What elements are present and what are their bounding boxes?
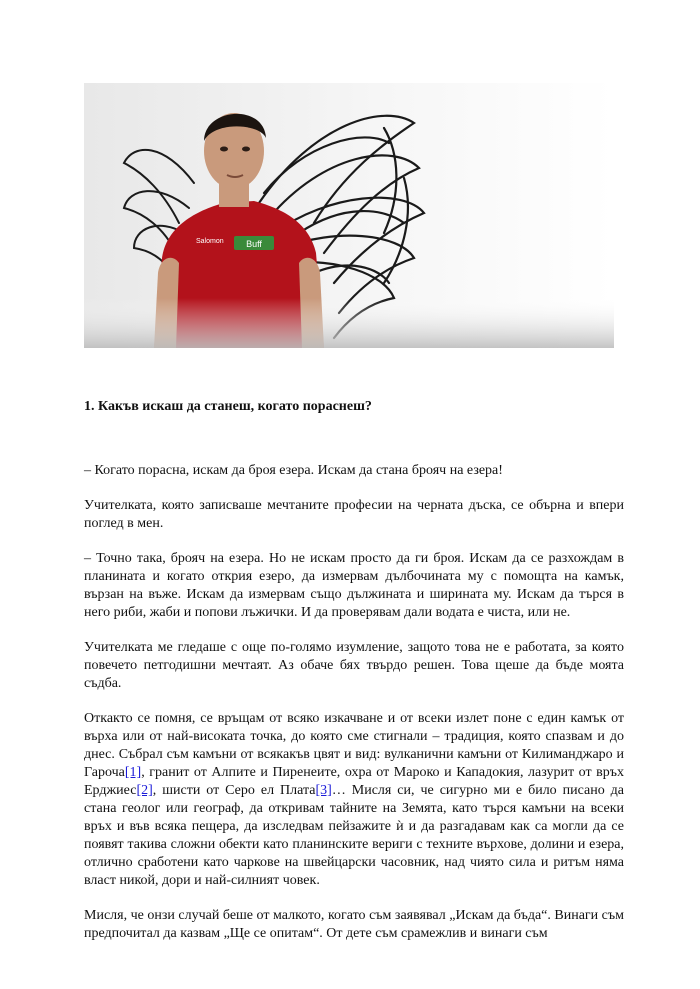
paragraph: [84, 907, 624, 943]
footnote-link[interactable]: [3]: [315, 783, 332, 798]
jersey-text-salomon: Salomon: [196, 238, 224, 245]
paragraph: [84, 639, 624, 693]
paragraph-text: – Когато порасна, искам да броя езера. Искам да стана брояч на езера!: [84, 463, 503, 478]
paragraph-text: – Точно така, брояч на езера. Но не искам просто да ги броя. Искам да се разхождам в планината и когато открия езеро, да измервам дълбочината му с помощта на камък, вързан на въже. Искам да измервам също дължината и ширината му. Искам да търся в него риби, жаби и попови лъжички. И да проверявам дали водата е чиста, или не.: [84, 551, 624, 620]
paragraph-text: Мисля, че онзи случай беше от малкото, когато съм заявявал „Искам да бъда“. Винаги съм предпочитал да казвам „Ще се опитам“. От дете съм срамежлив и винаги съм: [84, 908, 624, 941]
article-body: [84, 462, 624, 960]
question-heading: 1. Какъв искаш да станеш, когато пораснеш?: [84, 399, 372, 414]
paragraph-text: , гранит от Алпите и Пиренеите, охра от Мароко и Кападокия, лазурит от връх Ерджиес: [84, 765, 624, 798]
paragraph-text: … Мисля си, че сигурно ми е било писано да стана геолог или географ, да откривам тайните на Земята, като търся камъни на всеки връх и във всяка пещера, да изследвам пейзажите ѝ и да разгадавам как са могли да се появят такива сложни обекти като планинските вериги с техните върхове, долини и езера, отлично сработени като чаркове на швейцарски часовник, над чиято сила и ритъм няма власт никой, дори и най-силният човек.: [84, 783, 625, 888]
paragraph-text: Учителката ме гледаше с още по-голямо изумление, защото това не е работата, за която повечето петгодишни мечтаят. Аз обаче бях твърдо решен. Това щеше да бъде моята съдба.: [84, 640, 624, 691]
hero-photo: [84, 83, 614, 348]
paragraph-text: , шисти от Серо ел Плата: [152, 783, 316, 798]
paragraph: [84, 550, 624, 622]
paragraph-text: Откакто се помня, се връщам от всяко изкачване и от всеки излет поне с един камък от върха или от най-високата точка, до която сме стигнали – традиция, която спазвам и до днес. Събрал съм камъни от всякакъв цвят и вид: вулканични камъни от Килиманджаро и Гароча: [84, 711, 624, 780]
paragraph: [84, 710, 624, 890]
footnote-link[interactable]: [1]: [124, 765, 142, 780]
jersey-text-buff: Buff: [246, 239, 262, 249]
paragraph-text: Учителката, която записваше мечтаните професии на черната дъска, се обърна и впери поглед в мен.: [84, 498, 624, 531]
athlete-with-wings-illustration: [84, 83, 614, 348]
paragraph: [84, 462, 624, 480]
footnote-link[interactable]: [2]: [136, 783, 153, 798]
paragraph: [84, 497, 624, 533]
